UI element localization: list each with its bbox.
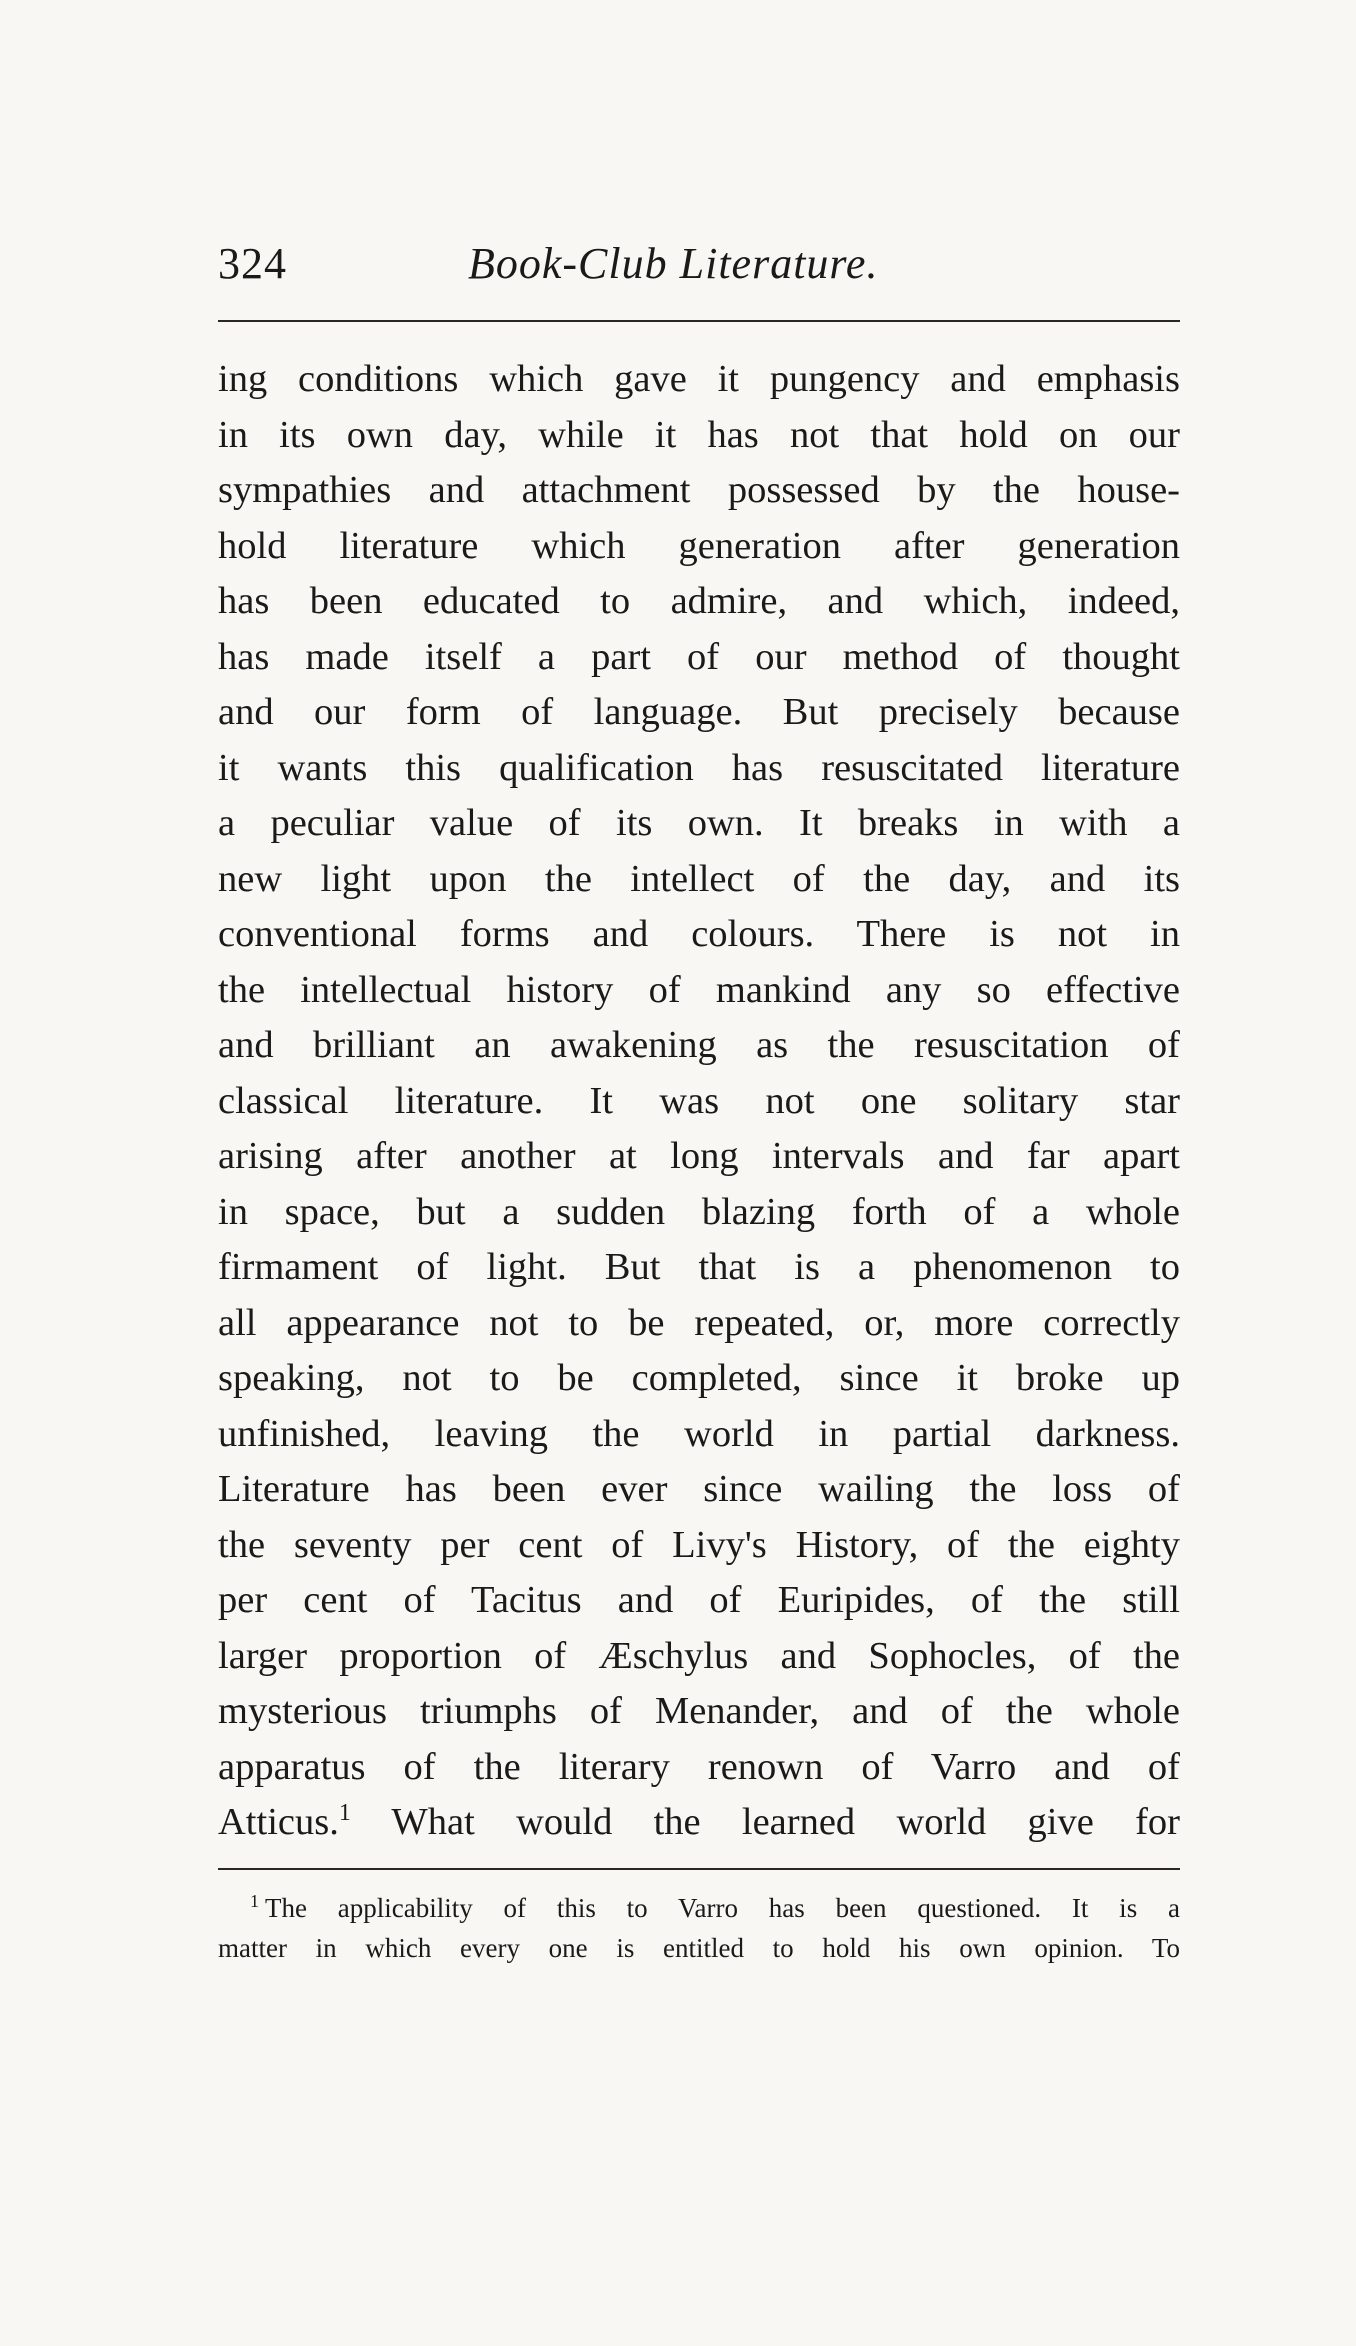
text-line: mysterious triumphs of Menander, and of the whole bbox=[218, 1690, 1180, 1732]
page-number: 324 bbox=[218, 239, 287, 288]
page-header bbox=[218, 238, 1178, 308]
text-line: larger proportion of Æschylus and Sophocles, of the bbox=[218, 1634, 1180, 1677]
text-line: classical literature. It was not one solitary star bbox=[218, 1079, 1180, 1122]
footnote-line bbox=[218, 1888, 1180, 1928]
text-line: conventional forms and colours. There is not in bbox=[218, 913, 1180, 955]
text-line: firmament of light. But that is a phenomenon to bbox=[218, 1246, 1180, 1288]
text-before-footnote-ref: Atticus. bbox=[218, 1801, 339, 1843]
text-line: the intellectual history of mankind any so effective bbox=[218, 968, 1180, 1011]
text-line: a peculiar value of its own. It breaks in with a bbox=[218, 802, 1180, 844]
footnote-marker: 1 bbox=[250, 1891, 259, 1911]
text-line: sympathies and attachment possessed by the house- bbox=[218, 469, 1180, 511]
text-line: all appearance not to be repeated, or, more correctly bbox=[218, 1301, 1180, 1344]
header-rule bbox=[218, 320, 1180, 322]
text-line: apparatus of the literary renown of Varro and of bbox=[218, 1745, 1180, 1788]
text-line: and brilliant an awakening as the resuscitation of bbox=[218, 1024, 1180, 1066]
text-line: and our form of language. But precisely because bbox=[218, 691, 1180, 733]
footnote-rule bbox=[218, 1868, 1180, 1870]
body-text bbox=[218, 352, 1180, 1851]
running-title: Book-Club Literature. bbox=[468, 239, 879, 288]
footnote-text: The applicability of this to Varro has been questioned. It is a bbox=[265, 1893, 1180, 1923]
text-line: hold literature which generation after generation bbox=[218, 524, 1180, 567]
text-line: arising after another at long intervals and far apart bbox=[218, 1135, 1180, 1177]
text-line: per cent of Tacitus and of Euripides, of the still bbox=[218, 1579, 1180, 1621]
text-after-footnote-ref: What would the learned world give for bbox=[350, 1801, 1180, 1843]
text-line: speaking, not to be completed, since it broke up bbox=[218, 1357, 1180, 1399]
text-line: the seventy per cent of Livy's History, of the eighty bbox=[218, 1523, 1180, 1566]
text-line: in space, but a sudden blazing forth of a whole bbox=[218, 1190, 1180, 1233]
footnote-reference-marker[interactable]: 1 bbox=[338, 1800, 351, 1826]
text-line: ing conditions which gave it pungency and emphasis bbox=[218, 358, 1180, 400]
text-line: new light upon the intellect of the day, and its bbox=[218, 857, 1180, 900]
text-line: has been educated to admire, and which, indeed, bbox=[218, 580, 1180, 622]
text-line: has made itself a part of our method of thought bbox=[218, 635, 1180, 678]
text-line: unfinished, leaving the world in partial darkness. bbox=[218, 1412, 1180, 1455]
text-line: it wants this qualification has resuscitated literature bbox=[218, 746, 1180, 789]
footnote bbox=[218, 1888, 1180, 1968]
text-line-with-footnote-ref bbox=[218, 1795, 1180, 1851]
text-line: Literature has been ever since wailing the loss of bbox=[218, 1468, 1180, 1510]
text-line: in its own day, while it has not that hold on our bbox=[218, 413, 1180, 456]
footnote-line: matter in which every one is entitled to hold his own opinion. To bbox=[218, 1933, 1180, 1963]
